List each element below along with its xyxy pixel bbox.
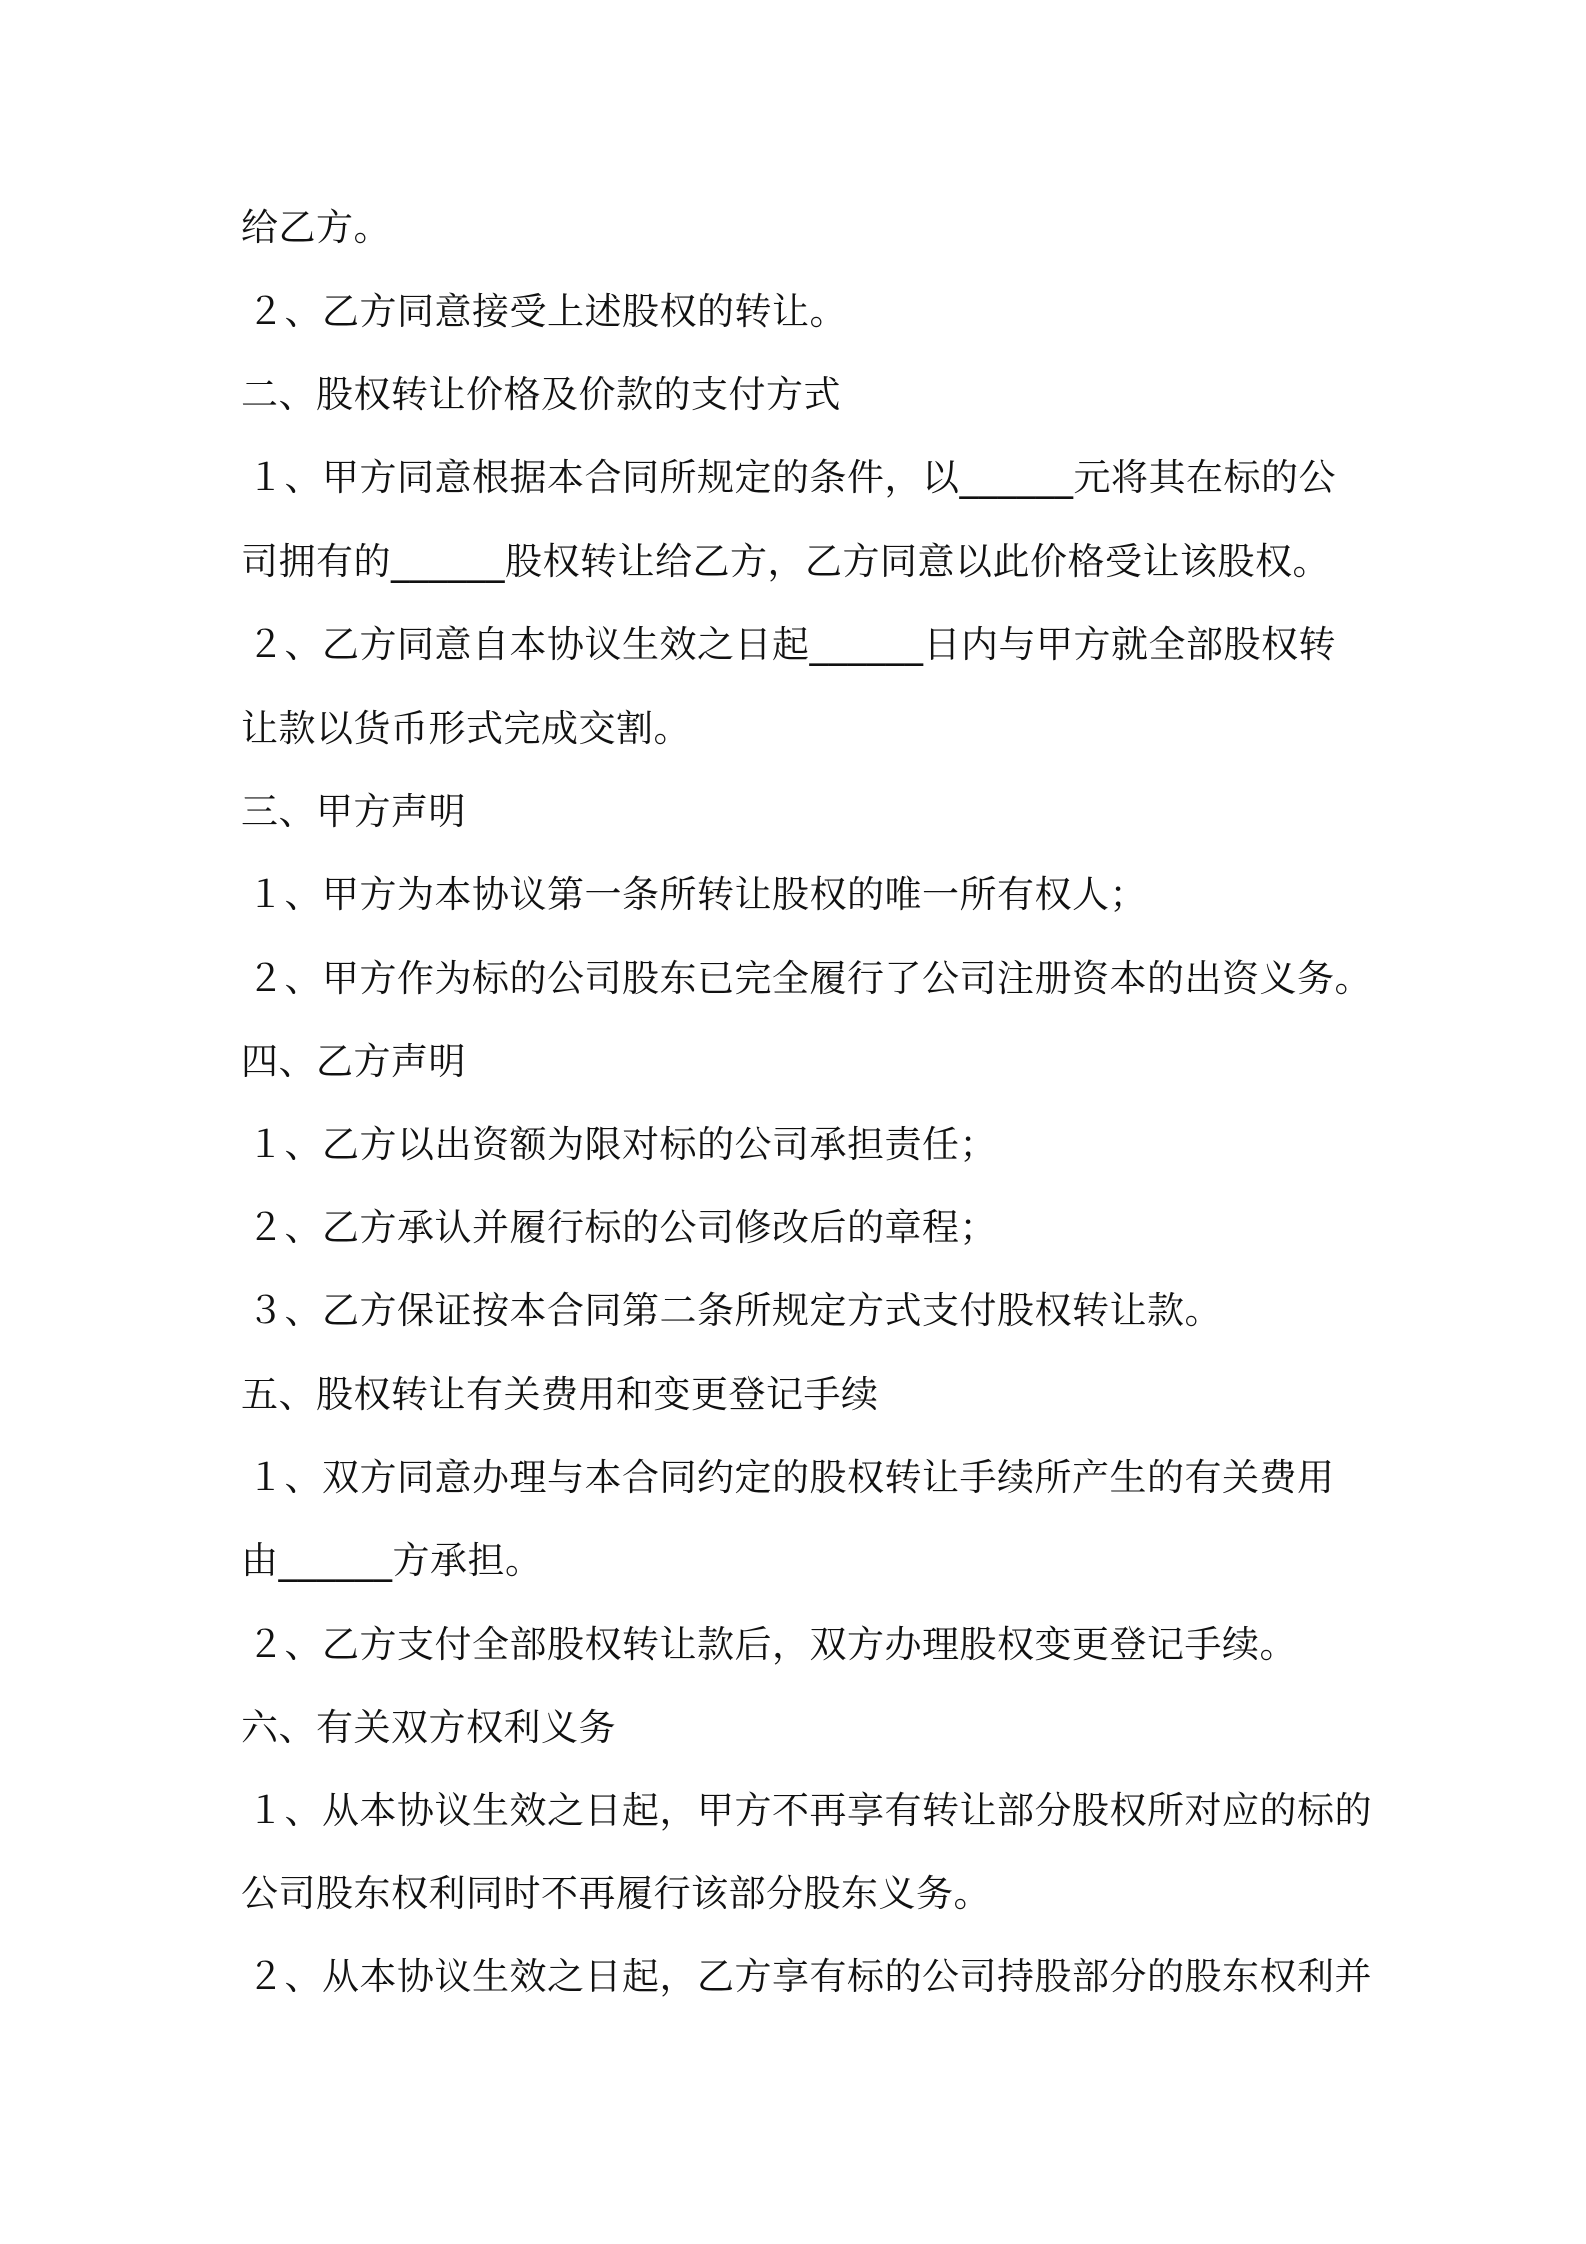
text-line: 给乙方。: [241, 206, 391, 249]
clause-item: １、从本协议生效之日起，甲方不再享有转让部分股权所对应的标的: [247, 1789, 1372, 1832]
clause-item: １、乙方以出资额为限对标的公司承担责任；: [247, 1123, 997, 1166]
clause-item: ２、乙方支付全部股权转让款后，双方办理股权变更登记手续。: [247, 1623, 1297, 1666]
clause-item: ２、乙方同意接受上述股权的转让。: [247, 290, 847, 333]
clause-item: ２、从本协议生效之日起，乙方享有标的公司持股部分的股东权利并: [247, 1955, 1372, 1998]
section-heading: 六、有关双方权利义务: [241, 1706, 616, 1749]
clause-item: ３、乙方保证按本合同第二条所规定方式支付股权转让款。: [247, 1289, 1222, 1332]
clause-item: ２、乙方承认并履行标的公司修改后的章程；: [247, 1206, 997, 1249]
clause-item: １、甲方同意根据本合同所规定的条件，以______元将其在标的公: [247, 456, 1336, 499]
text-line: 让款以货币形式完成交割。: [241, 707, 691, 750]
section-heading: 三、甲方声明: [241, 790, 466, 833]
section-heading: 五、股权转让有关费用和变更登记手续: [241, 1373, 879, 1416]
text-line: 司拥有的______股权转让给乙方，乙方同意以此价格受让该股权。: [241, 540, 1330, 583]
clause-item: ２、乙方同意自本协议生效之日起______日内与甲方就全部股权转: [247, 623, 1336, 666]
clause-item: １、双方同意办理与本合同约定的股权转让手续所产生的有关费用: [247, 1456, 1335, 1499]
clause-item: ２、甲方作为标的公司股东已完全履行了公司注册资本的出资义务。: [247, 957, 1372, 1000]
section-heading: 四、乙方声明: [241, 1040, 466, 1083]
section-heading: 二、股权转让价格及价款的支付方式: [241, 373, 841, 416]
clause-item: １、甲方为本协议第一条所转让股权的唯一所有权人；: [247, 873, 1147, 916]
text-line: 公司股东权利同时不再履行该部分股东义务。: [241, 1872, 991, 1915]
text-line: 由______方承担。: [241, 1539, 543, 1582]
